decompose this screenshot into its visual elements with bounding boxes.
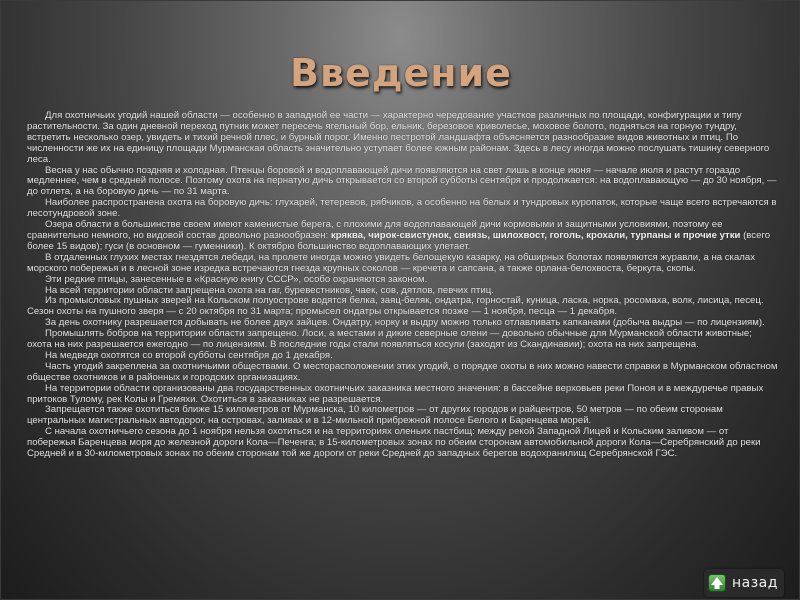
paragraph xyxy=(27,111,779,166)
paragraph-text: Наиболее распространена охота на боровую дичь: глухарей, тетеревов, рябчиков, а особенно на белых и тундровых куропаток, которые чаще всего встречаются в лесотундровой зоне. xyxy=(27,197,777,220)
paragraph-text: Запрещается также охотиться ближе 15 километров от Мурманска, 10 километров — от других городов и райцентров, 50 метров — по обеим сторонам центральных магистральных автодорог, на островах, заливах и в 12-мильной прибрежной полосе Белого и Баренцева морей. xyxy=(27,404,723,427)
paragraph-text: В отдаленных глухих местах гнездятся лебеди, на пролете иногда можно увидеть белощекую казарку, на обширных болотах появляются журавли, а на скалах морского побережья и в лесной зоне изредка встречаются гнезда крупных соколов — кречета и сапсана, а также орлана-белохвоста, беркута, скопы. xyxy=(27,251,756,274)
slide-title: Введение xyxy=(290,51,512,95)
paragraph xyxy=(27,198,779,220)
paragraph xyxy=(27,427,779,460)
paragraph-text: Из промысловых пушных зверей на Кольском полуострове водятся белка, заяц-беляк, ондатра, горностай, куница, ласка, норка, росомаха, волк, лисица, песец. Сезон охоты на пушного зверя — с 20 октября по 31 марта; промысел ондатры открывается позже — 1 ноября, песца — 1 декабря. xyxy=(27,295,764,318)
paragraph-text: Часть угодий закреплена за охотничьими обществами. О месторасположении этих угодий, о порядке охоты в них можно навести справки в Мурманском областном обществе охотников и в районных и городских организациях. xyxy=(27,360,778,383)
paragraph xyxy=(27,166,779,199)
paragraph xyxy=(27,296,779,318)
paragraph xyxy=(27,220,779,253)
up-arrow-icon xyxy=(708,574,726,592)
paragraph xyxy=(27,362,779,384)
paragraph xyxy=(27,329,779,351)
paragraph-bold-text: кряква, чирок-свистунок, свиязь, шилохвост, гоголь, крохали, турпаны и прочие утки xyxy=(330,229,741,241)
paragraph-text: (всего более 15 видов); гуси (в основном — гуменники). К октябрю большинство водоплавающих улетает. xyxy=(27,229,771,252)
paragraph-text: За день охотнику разрешается добывать не более двух зайцев. Ондатру, норку и выдру можно только отлавливать капканами (добыча выдры — по лицензиям). xyxy=(45,317,765,329)
paragraph xyxy=(27,384,779,406)
paragraph-text: На медведя охотятся со второй субботы сентября до 1 декабря. xyxy=(45,349,333,361)
paragraph-text: С начала охотничьего сезона до 1 ноября нельзя охотиться и на территориях оленьих пастбищ: между рекой Западной Лицей и Кольским заливом — от побережья Баренцева моря до железной дороги Кола—Печенга; в 15-километровых зонах по обеим сторонам автомобильной дороги Кола—Серебрянский до реки Средней и в 30-километровых зонах по обеим сторонам той же дороги от реки Средней до западных берегов водохранилищ Серебрянской ГЭС. xyxy=(27,426,761,460)
paragraph-text: Весна у нас обычно поздняя и холодная. Птенцы боровой и водоплавающей дичи появляются на свет лишь в конце июня — начале июля и растут гораздо медленнее, чем в средней полосе. Поэтому охота на пернатую дичь открывается со второй субботы сентября и продолжается: на водоплавающую — до 30 ноября, — до отлета, а на боровую дичь — по 31 марта. xyxy=(27,164,777,198)
slide-body xyxy=(27,111,779,531)
paragraph-text: На территории области организованы два государственных охотничьих заказника местного значения: в бассейне верховьев реки Поноя и в междуречье правых притоков Тулому, рек Колы и Гремяхи. Охотиться в заказниках не разрешается. xyxy=(27,382,764,405)
paragraph-text: Промышлять бобров на территории области запрещено. Лоси, а местами и дикие северные олени — довольно обычные для Мурманской области животные; охота на них разрешается ежегодно — по лицензиям. В последние годы стали появляться косули (заходят из Скандинавии); охота на них запрещена. xyxy=(27,328,752,351)
paragraph-text: Эти редкие птицы, занесенные в «Красную книгу СССР», особо охраняются законом. xyxy=(45,273,428,285)
back-button[interactable] xyxy=(704,569,784,597)
back-button-label: назад xyxy=(732,575,778,591)
paragraph xyxy=(27,253,779,275)
paragraph-text: Озера области в большинстве своем имеют каменистые берега, с плохими для водоплавающей дичи кормовыми и защитными условиями, поэтому ее сравнительно немного, но видовой состав довольно разнообразен: xyxy=(27,219,723,241)
paragraph xyxy=(27,405,779,427)
paragraph-text: Для охотничьих угодий нашей области — особенно в западной ее части — характерно чередование участков различных по площади, конфигурации и типу растительности. За один дневной переход путник может пересечь ягельный бор, ельник, березовое криволесье, моховое болото, подняться на горную тундру, встретить несколько озер, увидеть и тихий речной плес, и бурный порог. Именно пестротой ландшафта объясняется разнообразие видов животных и птиц. По численности же их на единицу площади Мурманская область значительно уступает более южным районам. Здесь в лесу иногда можно послушать тишину северного леса. xyxy=(27,111,770,165)
paragraph-text: На всей территории области запрещена охота на гаг, буревестников, чаек, сов, дятлов, певчих птиц. xyxy=(45,284,494,296)
